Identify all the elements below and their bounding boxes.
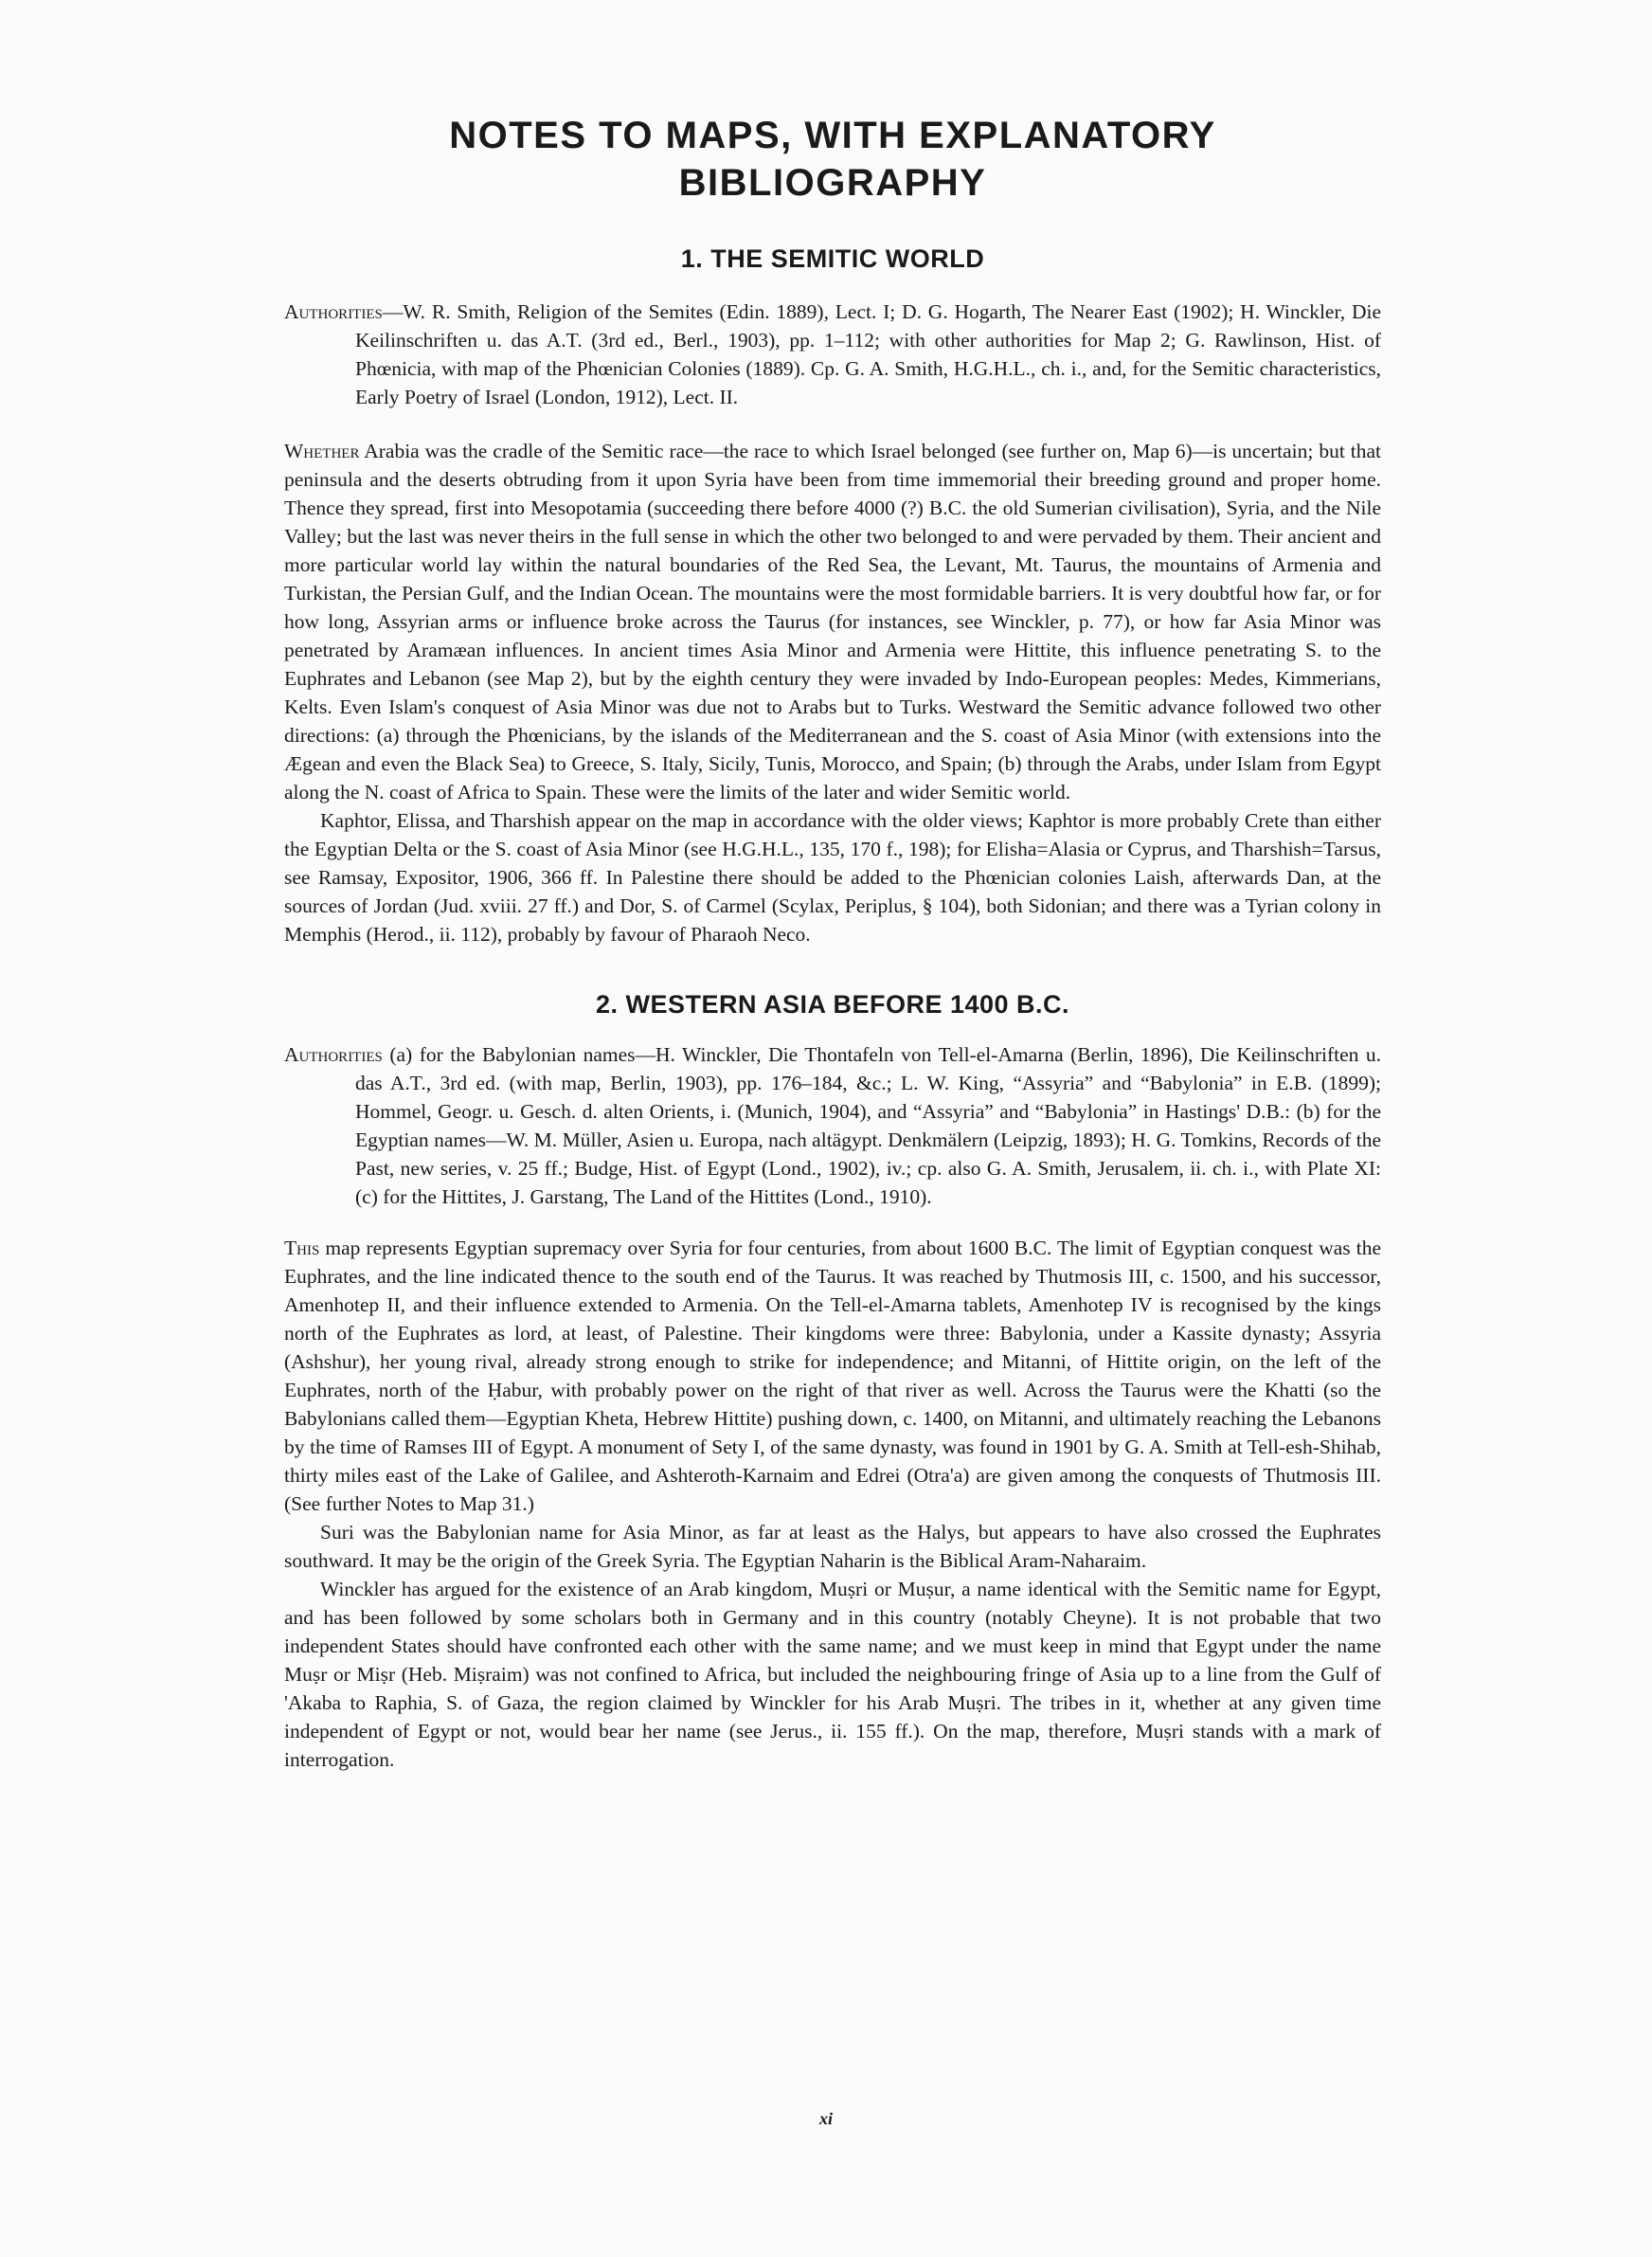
page-number: xi <box>818 2109 833 2128</box>
paragraph-text: Winckler has argued for the existence of an Arab kingdom, Muṣri or Muṣur, a name identical with the Semitic name for Egypt, and has been followed by some scholars both in Germany and in this country (notably Cheyne). It is not probable that two independent States should have confronted each other with the same name; and we must keep in mind that Egypt under the name Muṣr or Miṣr (Heb. Miṣraim) was not confined to Africa, but included the neighbouring fringe of Asia up to a line from the Gulf of 'Akaba to Raphia, S. of Gaza, the region claimed by Winckler for his Arab Muṣri. The tribes in it, whether at any given time independent of Egypt or not, would bear her name (see Jerus., ii. 155 ff.). On the map, therefore, Muṣri stands with a mark of interrogation. <box>284 1578 1381 1771</box>
authorities-block <box>284 298 1381 411</box>
paragraph-text: Arabia was the cradle of the Semitic race—the race to which Israel belonged (see further on, Map 6)—is uncertain; but that peninsula and the deserts obtruding from it upon Syria have been from time immemorial their breeding ground and proper home. Thence they spread, first into Mesopotamia (succeeding there before 4000 (?) B.C. the old Sumerian civilisation), Syria, and the Nile Valley; but the last was never theirs in the full sense in which the other two belonged to and were pervaded by them. Their ancient and more particular world lay within the natural boundaries of the Red Sea, the Levant, Mt. Taurus, the mountains of Armenia and Turkistan, the Persian Gulf, and the Indian Ocean. The mountains were the most formidable barriers. It is very doubtful how far, or for how long, Assyrian arms or influence broke across the Taurus (for instances, see Winckler, p. 77), or how far Asia Minor was penetrated by Aramæan influences. In ancient times Asia Minor and Armenia were Hittite, this influence penetrating S. to the Euphrates and Lebanon (see Map 2), but by the eighth century they were invaded by Indo-European peoples: Medes, Kimmerians, Kelts. Even Islam's conquest of Asia Minor was due not to Arabs but to Turks. Westward the Semitic advance followed two other directions: (a) through the Phœnicians, by the islands of the Mediterranean and the S. coast of Asia Minor (with extensions into the Ægean and even the Black Sea) to Greece, S. Italy, Sicily, Tunis, Morocco, and Spain; (b) through the Arabs, under Islam from Egypt along the N. coast of Africa to Spain. These were the limits of the later and wider Semitic world. <box>284 440 1381 803</box>
authorities-block <box>284 1040 1381 1211</box>
section-heading-western-asia: 2. WESTERN ASIA BEFORE 1400 B.C. <box>595 990 1070 1019</box>
page-title <box>284 112 1381 207</box>
paragraph-lead-word: Whether <box>284 440 360 462</box>
authorities-label: Authorities <box>284 300 383 323</box>
page-content <box>284 112 1381 1774</box>
title-line-2: BIBLIOGRAPHY <box>678 162 987 204</box>
paragraph-lead-word: This <box>284 1237 320 1259</box>
body-paragraph <box>284 806 1381 948</box>
paragraph-text: map represents Egyptian supremacy over Syria for four centuries, from about 1600 B.C. The limit of Egyptian conquest was the Euphrates, and the line indicated thence to the south end of the Taurus. It was reached by Thutmosis III, c. 1500, and his successor, Amenhotep II, and their influence extended to Armenia. On the Tell-el-Amarna tablets, Amenhotep IV is recognised by the kings north of the Euphrates as lord, at least, of Palestine. Their kingdoms were three: Babylonia, under a Kassite dynasty; Assyria (Ashshur), her young rival, already strong enough to strike for independence; and Mitanni, of Hittite origin, on the left of the Euphrates, north of the Ḥabur, with probably power on the right of that river as well. Across the Taurus were the Khatti (so the Babylonians called them—Egyptian Kheta, Hebrew Hittite) pushing down, c. 1400, on Mitanni, and ultimately reaching the Lebanons by the time of Ramses III of Egypt. A monument of Sety I, of the same dynasty, was found in 1901 by G. A. Smith at Tell-esh-Shihab, thirty miles east of the Lake of Galilee, and Ashteroth-Karnaim and Edrei (Otra'a) are given among the conquests of Thutmosis III. (See further Notes to Map 31.) <box>284 1237 1381 1515</box>
paragraph-text: Kaphtor, Elissa, and Tharshish appear on the map in accordance with the older views; Kaphtor is more probably Crete than either the Egyptian Delta or the S. coast of Asia Minor (see H.G.H.L., 135, 170 f., 198); for Elisha=Alasia or Cyprus, and Tharshish=Tarsus, see Ramsay, Expositor, 1906, 366 ff. In Palestine there should be added to the Phœnician colonies Laish, afterwards Dan, at the sources of Jordan (Jud. xviii. 27 ff.) and Dor, S. of Carmel (Scylax, Periplus, § 104), both Sidonian; and there was a Tyrian colony in Memphis (Herod., ii. 112), probably by favour of Pharaoh Neco. <box>284 809 1381 946</box>
section-heading-semitic-world: 1. THE SEMITIC WORLD <box>680 244 985 273</box>
body-paragraph <box>284 1575 1381 1774</box>
authorities-text: (a) for the Babylonian names—H. Winckler, Die Thontafeln von Tell-el-Amarna (Berlin, 1896), Die Keilinschriften u. das A.T., 3rd ed. (with map, Berlin, 1903), pp. 176–184, &c.; L. W. King, “Assyria” and “Babylonia” in E.B. (1899); Hommel, Geogr. u. Gesch. d. alten Orients, i. (Munich, 1904), and “Assyria” and “Babylonia” in Hastings' D.B.: (b) for the Egyptian names—W. M. Müller, Asien u. Europa, nach altägypt. Denkmälern (Leipzig, 1893); H. G. Tomkins, Records of the Past, new series, v. 25 ff.; Budge, Hist. of Egypt (Lond., 1902), iv.; cp. also G. A. Smith, Jerusalem, ii. ch. i., with Plate XI: (c) for the Hittites, J. Garstang, The Land of the Hittites (Lond., 1910). <box>355 1043 1381 1208</box>
authorities-label: Authorities <box>284 1043 383 1066</box>
authorities-text: —W. R. Smith, Religion of the Semites (Edin. 1889), Lect. I; D. G. Hogarth, The Nearer East (1902); H. Winckler, Die Keilinschriften u. das A.T. (3rd ed., Berl., 1903), pp. 1–112; with other authorities for Map 2; G. Rawlinson, Hist. of Phœnicia, with map of the Phœnician Colonies (1889). Cp. G. A. Smith, H.G.H.L., ch. i., and, for the Semitic characteristics, Early Poetry of Israel (London, 1912), Lect. II. <box>355 300 1381 408</box>
title-line-1: NOTES TO MAPS, WITH EXPLANATORY <box>449 115 1216 156</box>
body-paragraph <box>284 437 1381 806</box>
body-paragraph <box>284 1518 1381 1575</box>
paragraph-text: Suri was the Babylonian name for Asia Minor, as far at least as the Halys, but appears to have also crossed the Euphrates southward. It may be the origin of the Greek Syria. The Egyptian Naharin is the Biblical Aram-Naharaim. <box>284 1521 1381 1572</box>
body-paragraph <box>284 1234 1381 1518</box>
